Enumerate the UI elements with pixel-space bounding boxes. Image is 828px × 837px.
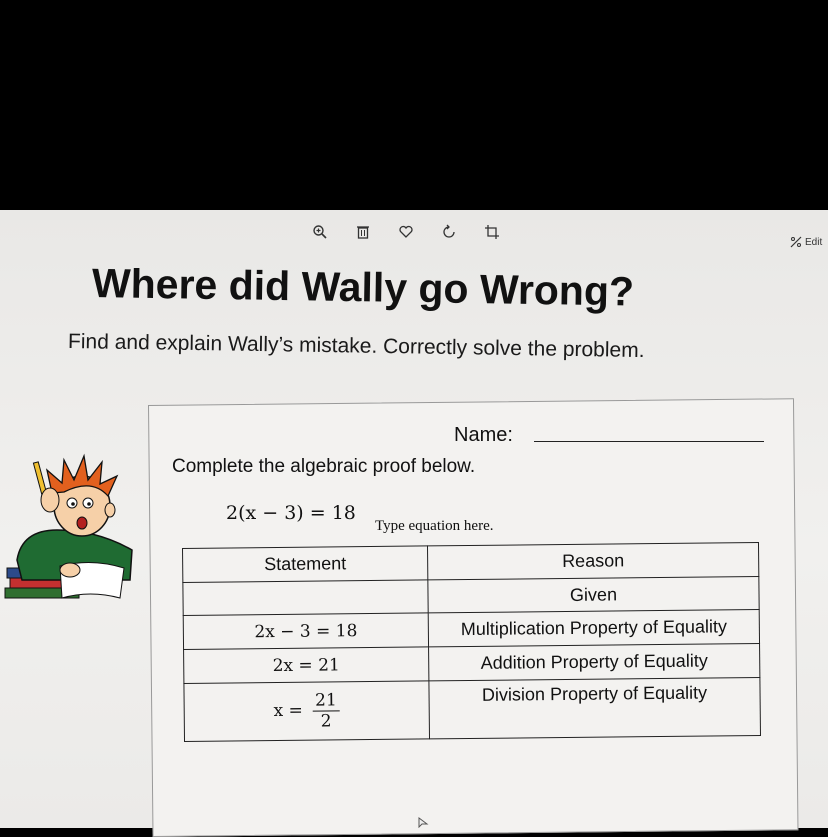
statement-cell-3: 2x = 21 (184, 647, 429, 684)
equation-placeholder[interactable]: Type equation here. (375, 518, 494, 534)
edit-button[interactable] (790, 236, 822, 248)
name-label: Name: (454, 424, 513, 446)
statement-cell-2: 2x − 3 = 18 (183, 613, 428, 650)
proof-table (182, 542, 761, 742)
fraction (312, 690, 340, 731)
statement-lhs: x = (273, 700, 303, 722)
worksheet-title: Where did Wally go Wrong? (91, 260, 635, 315)
mouse-pointer-icon (418, 817, 430, 828)
reason-cell-1: Given (428, 576, 759, 612)
confused-boy-illustration (2, 448, 140, 608)
reason-cell-3: Addition Property of Equality (429, 643, 760, 680)
worksheet-subtitle: Find and explain Wally’s mistake. Correctly solve the problem. (67, 330, 645, 363)
reason-header: Reason (427, 542, 758, 579)
zoom-in-icon[interactable] (310, 222, 330, 242)
favorite-icon[interactable] (396, 222, 416, 242)
fraction-denominator: 2 (320, 711, 332, 732)
edit-icon (790, 236, 802, 248)
crop-icon[interactable] (482, 222, 502, 242)
name-line (534, 441, 764, 442)
statement-header: Statement (183, 546, 428, 583)
statement-cell-1[interactable] (183, 580, 428, 616)
fraction-numerator: 21 (312, 690, 340, 711)
reason-cell-4: Division Property of Equality (429, 677, 761, 738)
edit-label: Edit (805, 236, 823, 248)
photo-toolbar (310, 222, 502, 242)
rotate-icon[interactable] (439, 222, 459, 242)
instruction-text: Complete the algebraic proof below. (172, 456, 476, 477)
delete-icon[interactable] (353, 222, 373, 242)
given-equation: 2(x − 3) = 18 (226, 502, 356, 524)
statement-cell-4 (184, 681, 430, 742)
reason-cell-2: Multiplication Property of Equality (428, 609, 759, 646)
